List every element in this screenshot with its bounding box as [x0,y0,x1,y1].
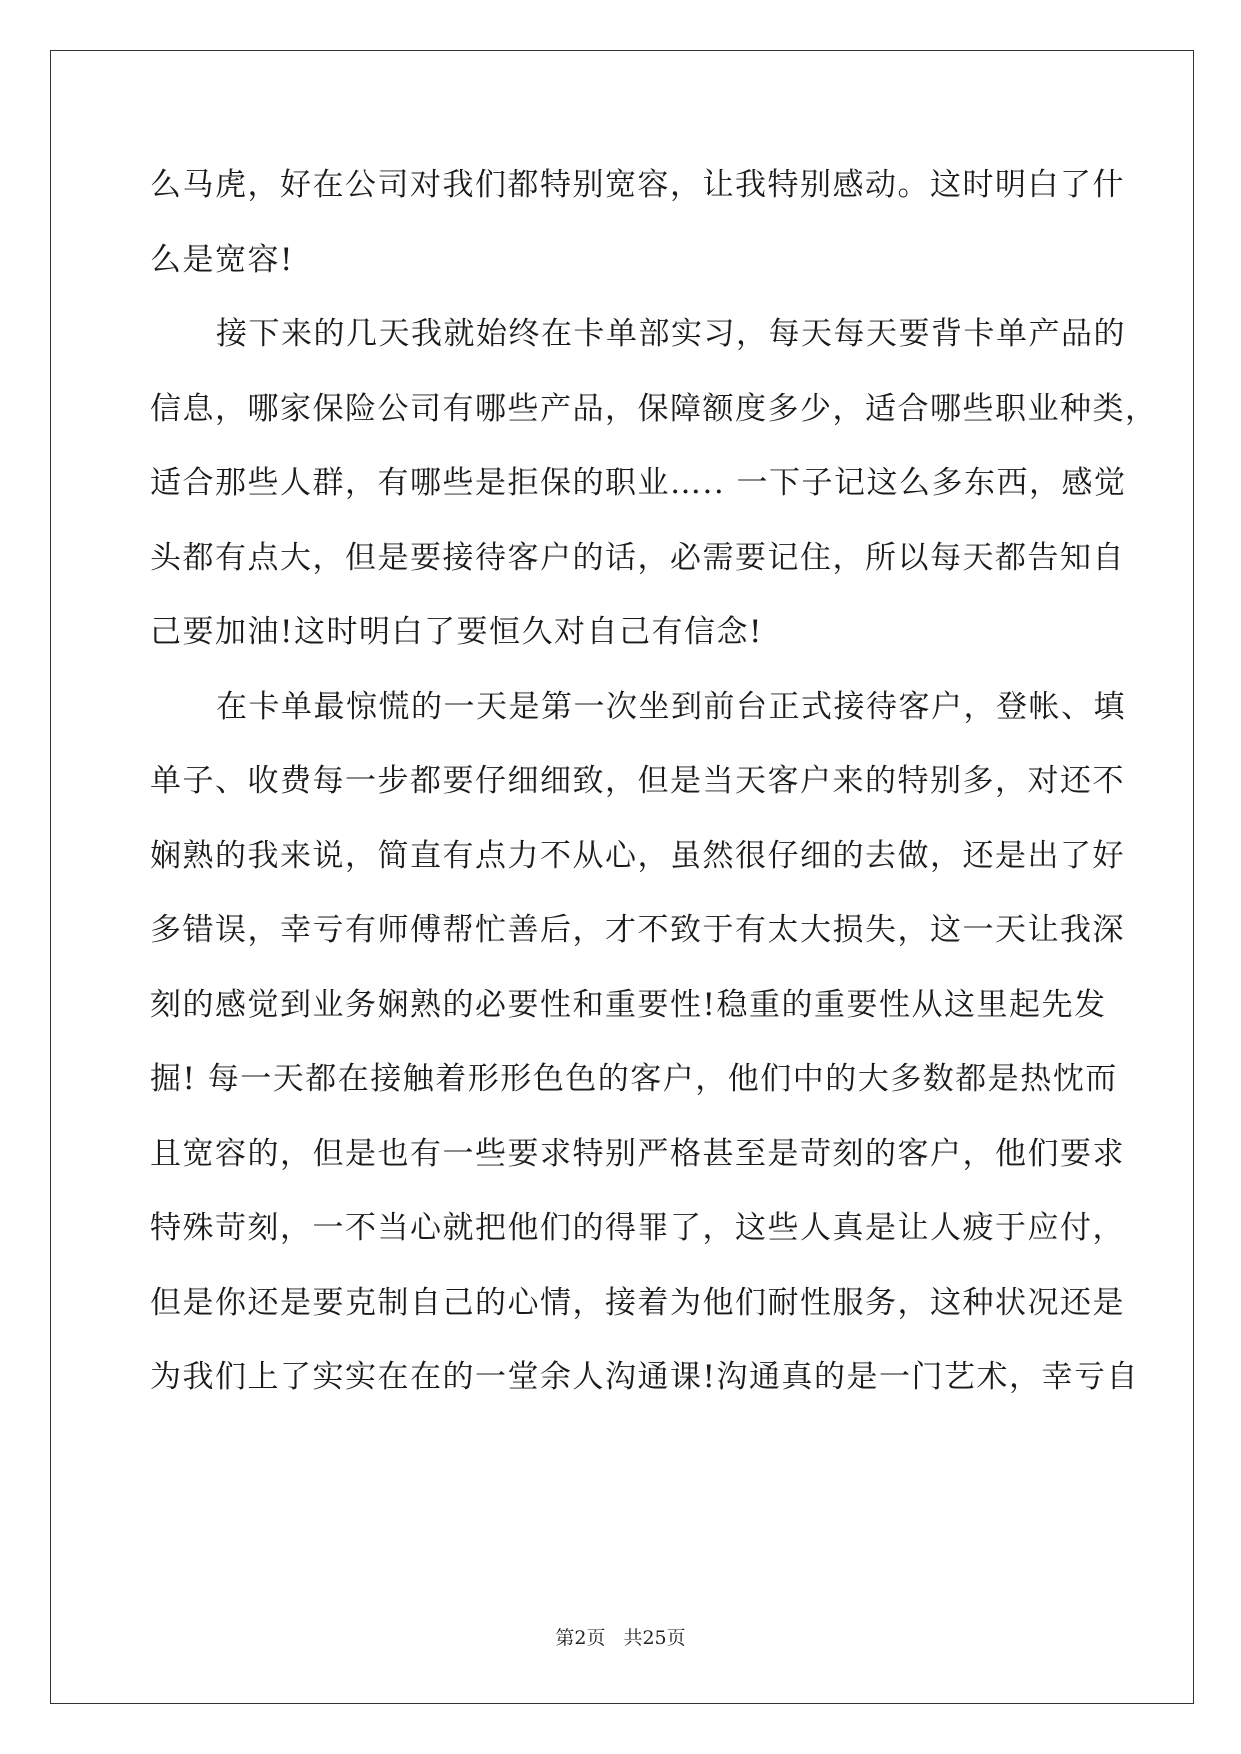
page-total: 共25页 [623,1627,686,1649]
text-line: 己要加油!这时明白了要恒久对自己有信念! [150,614,763,650]
text-line: 且宽容的，但是也有一些要求特别严格甚至是苛刻的客户，他们要求 [150,1135,1125,1172]
page-number: 第2页 [555,1627,606,1649]
text-line: 掘! 每一天都在接触着形形色色的客户，他们中的大多数都是热忱而 [150,1061,1118,1097]
text-line: 么是宽容! [150,241,294,278]
text-line: 娴熟的我来说，简直有点力不从心，虽然很仔细的去做，还是出了好 [150,837,1125,874]
document-body [150,148,1158,1415]
text-line: 头都有点大，但是要接待客户的话，必需要记住，所以每天都告知自 [150,539,1125,576]
text-line: 刻的感觉到业务娴熟的必要性和重要性!稳重的重要性从这里起先发 [150,986,1107,1023]
text-line: 么马虎，好在公司对我们都特别宽容，让我特别感动。这时明白了什 [150,167,1125,203]
text-line: 接下来的几天我就始终在卡单部实习，每天每天要背卡单产品的 [216,316,1126,352]
text-line: 多错误，幸亏有师傅帮忙善后，才不致于有太大损失，这一天让我深 [150,912,1125,948]
text-line: 适合那些人群，有哪些是拒保的职业….. 一下子记这么多东西，感觉 [150,465,1127,501]
text-line: 信息，哪家保险公司有哪些产品，保障额度多少，适合哪些职业种类， [150,390,1158,427]
text-line: 在卡单最惊慌的一天是第一次坐到前台正式接待客户，登帐、填 [216,688,1126,725]
text-line: 但是你还是要克制自己的心情，接着为他们耐性服务，这种状况还是 [150,1284,1125,1321]
text-line: 特殊苛刻，一不当心就把他们的得罪了，这些人真是让人疲于应付， [150,1210,1125,1246]
text-line: 单子、收费每一步都要仔细细致，但是当天客户来的特别多，对还不 [150,763,1125,799]
text-line: 为我们上了实实在在的一堂余人沟通课!沟通真的是一门艺术，幸亏自 [150,1359,1139,1395]
page-footer [0,1623,1241,1650]
